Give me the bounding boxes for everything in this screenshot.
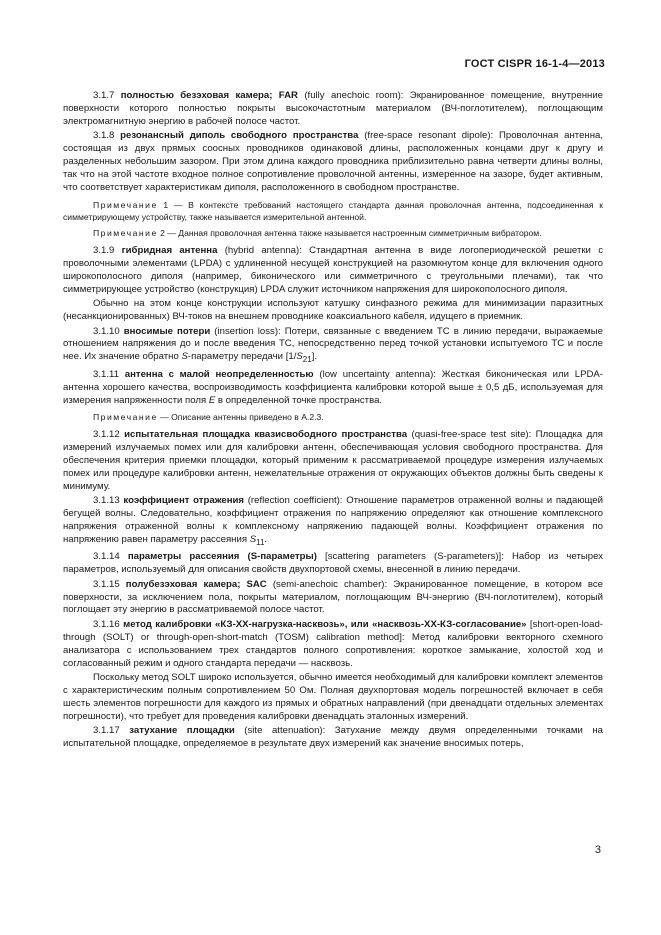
clause-number: 3.1.12 [93, 429, 120, 441]
clause-term: гибридная антенна [121, 245, 218, 257]
clause-text: (semi-anechoic chamber): Экранированное помещение, в котором все поверхности, за исключением пола, покрыты материалом, поглощающим ВЧ-энергию (ВЧ-поглотителем), который поглощает эту энергию в рассматриваемой полосе частот. [63, 578, 604, 616]
clause-term: метод калибровки «КЗ-ХХ-нагрузка-насквозь», или «насквозь-ХХ-КЗ-согласование» [123, 618, 527, 630]
clause-number: 3.1.9 [93, 245, 115, 257]
clause-3-1-15 [63, 579, 603, 618]
note-text: — Описание антенны приведено в А.2.3. [157, 412, 324, 423]
clause-3-1-16-para: Поскольку метод SOLT широко используется, обычно имеется необходимый для калибровки комплект элементов с характеристическим полным сопротивлением 50 Ом. Полная двухпортовая модель погрешностей включает в себя шесть элементов погрешности для каждого из прямых и обратных направлений (при двенадцати отдельных элементах погрешности), что требует для проведения калибровки двенадцать эталонных измерений. [63, 671, 603, 722]
subscript: 11 [256, 537, 265, 547]
clause-text: (reflection coefficient): Отношение параметров отраженной волны и падающей бегущей волны. Следовательно, коэффициент отражения по напряжению определяют как отношение комплексного напряжения отраженной волны к комплексному напряжению падающей волны. Коэффициент отражения по напряжению равен параметру рассеяния [63, 495, 603, 545]
clause-number: 3.1.16 [93, 618, 120, 630]
note-3 [63, 412, 603, 424]
clause-term: коэффициент отражения [123, 495, 244, 507]
clause-term: испытательная площадка квазисвободного пространства [124, 429, 408, 441]
clause-term: полубезэховая камера; SAC [125, 578, 267, 590]
clause-text: (fully anechoic room): Экранированное помещение, внутренние поверхности которого полностью покрыты высокочастотным материалом (ВЧ-поглотителем), поглощающим электромагнитную энергию в рабочей полосе частот. [63, 90, 604, 127]
italic-symbol: S [249, 533, 257, 545]
italic-symbol: S [181, 351, 188, 363]
clause-number: 3.1.15 [93, 578, 120, 590]
clause-text: -параметру передачи [1/ [187, 351, 297, 363]
note-label: Примечание [93, 412, 158, 423]
clause-number: 3.1.14 [93, 551, 120, 563]
clause-text: ]. [311, 351, 318, 363]
clause-3-1-10 [63, 326, 603, 368]
clause-3-1-14 [63, 551, 603, 577]
clause-3-1-16 [63, 619, 603, 671]
clause-3-1-11 [63, 369, 603, 408]
clause-3-1-7 [63, 90, 603, 129]
clause-number: 3.1.17 [93, 725, 120, 737]
clause-number: 3.1.10 [93, 325, 120, 337]
clause-3-1-13 [63, 495, 603, 550]
clause-number: 3.1.11 [93, 368, 119, 380]
clause-text: [short-open-load-through (SOLT) or through-open-short-match (TOSM) calibration method]: Метод калибровки векторного схемного анализатора с использованием трех стандартов полного сопротивления: короткое замыкание, холостой ход и согласованный режим и одного стандарта передачи — насквозь. [63, 618, 603, 669]
clause-number: 3.1.8 [93, 130, 115, 142]
clause-text: в определенной точке пространства. [215, 394, 383, 406]
note-label: Примечание [93, 228, 158, 239]
clause-text: (hybrid antenna): Стандартная антенна в виде логопериодической решетки с проволочными элементами (LPDA) с удлиненной несущей конструкцией на разомкнутом конце для включения одного широкополосного диполя (например, биконического или симметричного с треугольными плечами), так что симметрирующее устройство (конструкция) LPDA служит источником напряжения для широкополосного диполя. [63, 245, 603, 295]
clause-text: (site attenuation): Затухание между двумя определенными точками на испытательной площадке, определяемое в результате двух измерений как значение вносимых потерь, [63, 725, 603, 749]
clause-3-1-9 [63, 245, 603, 297]
subscript: 21 [302, 355, 312, 365]
clause-text: (free-space resonant dipole): Проволочная антенна, состоящая из двух прямых соосных проводников одинаковой длины, расположенных концами друг к другу и разделенных небольшим зазором. При этом длина каждого проводника приблизительно равна четверти длины волны, так что на этой частоте входное полное сопротивление проволочной антенны, измеренное на зазоре, будет активным, что соответствует характеристикам диполя, расположенного в свободном пространстве. [63, 130, 604, 193]
clause-3-1-9-para: Обычно на этом конце конструкции используют катушку синфазного режима для минимизации паразитных (несанкционированных) ВЧ-токов на внешнем проводнике коаксиального кабеля, идущего в приемник. [63, 298, 603, 323]
clause-text: (insertion loss): Потери, связанные с введением ТС в линию передачи, выражаемые отношением напряжения до и после введения ТС, непосредственно перед точкой установки испытуемого ТС и после нее. Их значение обратно [63, 325, 603, 363]
clause-term: полностью безэховая камера; FAR [120, 90, 298, 101]
italic-symbol: S [296, 351, 303, 363]
clause-3-1-12 [63, 429, 603, 494]
note-text: 2 — Данная проволочная антенна также называется настроенным симметричным вибратором. [157, 228, 542, 239]
clause-3-1-8 [63, 130, 603, 195]
clause-text: (low uncertainty antenna): Жесткая биконическая или LPDA-антенна хорошего качества, воспроизводимость коэффициента калибровки которой выше ± 0,5 дБ, используемая для измерения напряженности поля [63, 368, 603, 406]
clause-term: вносимые потери [123, 325, 211, 337]
clause-term: антенна с малой неопределенностью [124, 368, 314, 380]
clause-term: затухание площадки [129, 725, 235, 737]
note-2 [63, 228, 603, 240]
note-label: Примечание [93, 199, 158, 210]
page-number: 3 [594, 844, 601, 856]
document-body [63, 90, 603, 752]
clause-text: . [264, 533, 268, 545]
clause-term: резонансный диполь свободного пространства [120, 130, 359, 142]
clause-number: 3.1.7 [93, 90, 115, 101]
clause-text: (quasi-free-space test site): Площадка для измерений излучаемых помех или для калибровки антенн, обеспечивающая условия свободного пространства. Для обеспечения критерия приемки площадки, который применим к рассматриваемой процедуре измерения излучаемых помех или процедуре калибровки антенн, нежелательные отражения от окружающих объектов должны быть сведены к минимуму. [63, 429, 603, 492]
note-text: 1 — В контексте требований настоящего стандарта данная проволочная антенна, подсоединенная к симметрирующему устройству, также называется измерительной антенной. [63, 199, 603, 222]
clause-term: параметры рассеяния (S-параметры) [127, 551, 317, 563]
clause-text: [scattering parameters (S-parameters)]: Набор из четырех параметров, используемый для описания свойств двухпортовой схемы, внесенной в линию передачи. [63, 551, 603, 576]
clause-number: 3.1.13 [93, 495, 120, 507]
clause-3-1-17 [63, 725, 603, 751]
standard-header: ГОСТ CISPR 16-1-4—2013 [464, 58, 605, 70]
note-1 [63, 200, 603, 224]
italic-symbol: E [208, 394, 216, 406]
